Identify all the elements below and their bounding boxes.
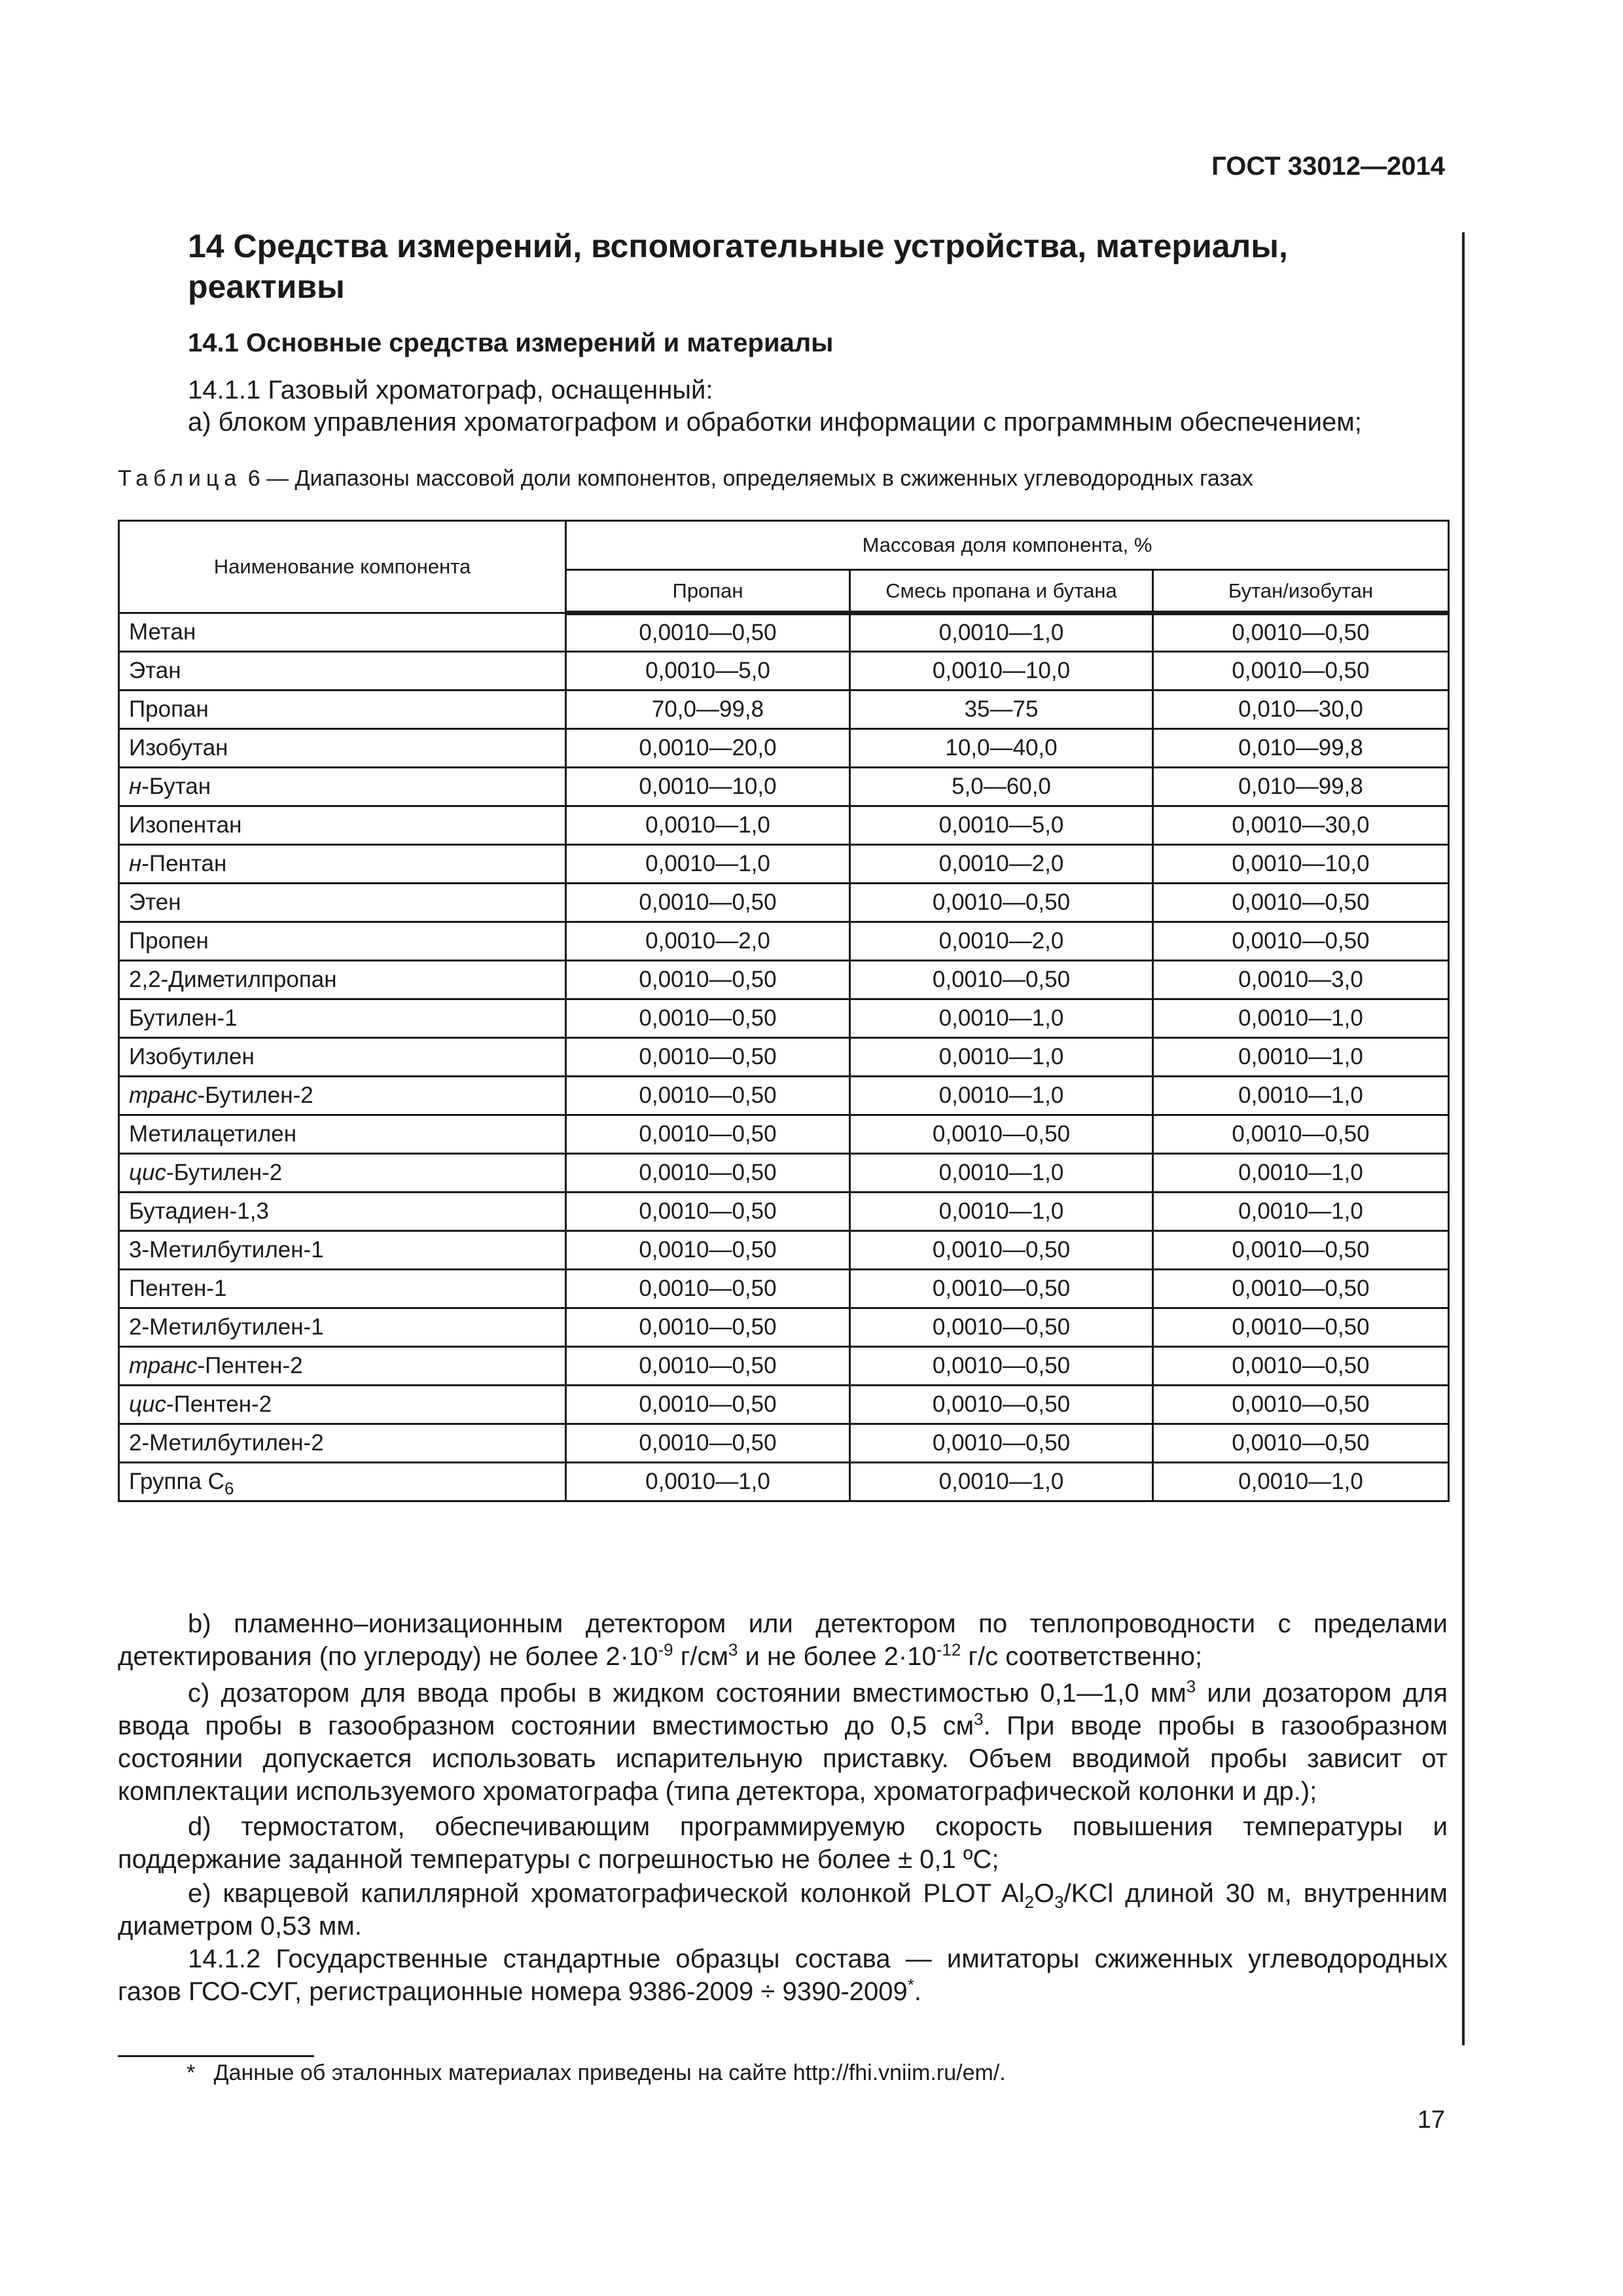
value-cell-butane: 0,0010—10,0 [1153, 845, 1449, 884]
value-cell-propane: 0,0010—10,0 [566, 768, 850, 806]
value-cell-propane: 0,0010—0,50 [566, 1231, 850, 1270]
value-cell-butane: 0,0010—0,50 [1153, 922, 1449, 961]
component-name-cell: н-Пентан [119, 845, 566, 884]
table-caption [118, 466, 1253, 492]
table-row [119, 1231, 1449, 1270]
component-name-cell: Группа $C_6$ [119, 1463, 566, 1501]
value-cell-mix: 0,0010—0,50 [850, 1386, 1153, 1424]
margin-change-bar [1462, 232, 1465, 2045]
value-cell-propane: 0,0010—0,50 [566, 1115, 850, 1154]
value-cell-propane: 0,0010—0,50 [566, 961, 850, 999]
item-b: b) пламенно–ионизационным детектором или детектором по теплопроводности с пределами детектирования (по углероду) не более $2\cdot 10^{-9}$ $г/см^3$ и не более $2\cdot 10^{-12}$ г/с соответственно; [118, 1609, 1448, 1671]
table-row [119, 1115, 1449, 1154]
value-cell-propane: 70,0—99,8 [566, 691, 850, 729]
component-name-cell: Изопентан [119, 806, 566, 845]
value-cell-mix: 0,0010—0,50 [850, 1347, 1153, 1386]
table-caption-prefix: Таблица [118, 466, 242, 491]
value-cell-butane: 0,0010—1,0 [1153, 1038, 1449, 1077]
value-cell-butane: 0,010—99,8 [1153, 768, 1449, 806]
value-cell-mix: 0,0010—1,0 [850, 613, 1153, 652]
table-row [119, 922, 1449, 961]
table-body [119, 613, 1449, 1501]
header-component-name: Наименование компонента [119, 521, 566, 613]
value-cell-butane: 0,0010—0,50 [1153, 613, 1449, 652]
table-row [119, 652, 1449, 691]
component-name-cell: Изобутан [119, 729, 566, 768]
page-number: 17 [1417, 2106, 1445, 2134]
component-name-cell: 2,2-Диметилпропан [119, 961, 566, 999]
value-cell-propane: 0,0010—0,50 [566, 1386, 850, 1424]
component-name-cell: транс-Бутилен-2 [119, 1077, 566, 1115]
value-cell-propane: 0,0010—0,50 [566, 1270, 850, 1308]
value-cell-mix: 0,0010—2,0 [850, 922, 1153, 961]
value-cell-mix: 0,0010—0,50 [850, 884, 1153, 922]
value-cell-butane: 0,010—99,8 [1153, 729, 1449, 768]
value-cell-propane: 0,0010—5,0 [566, 652, 850, 691]
value-cell-mix: 0,0010—1,0 [850, 1038, 1153, 1077]
component-range-table [118, 520, 1450, 1502]
value-cell-mix: 0,0010—1,0 [850, 1193, 1153, 1231]
component-name-cell: 2-Метилбутилен-2 [119, 1424, 566, 1463]
value-cell-butane: 0,0010—0,50 [1153, 1115, 1449, 1154]
value-cell-propane: 0,0010—0,50 [566, 1347, 850, 1386]
value-cell-mix: 10,0—40,0 [850, 729, 1153, 768]
header-butane-isobutane: Бутан/изобутан [1153, 570, 1449, 613]
value-cell-mix: 0,0010—2,0 [850, 845, 1153, 884]
value-cell-propane: 0,0010—0,50 [566, 999, 850, 1038]
value-cell-mix: 0,0010—0,50 [850, 1115, 1153, 1154]
item-e: e) кварцевой капиллярной хроматографической колонкой PLOT $Al_2O_3$/KCl длиной 30 м, внутренним диаметром 0,53 мм. [118, 1879, 1448, 1941]
value-cell-mix: 0,0010—5,0 [850, 806, 1153, 845]
value-cell-propane: 0,0010—0,50 [566, 1308, 850, 1347]
component-name-cell: 3-Метилбутилен-1 [119, 1231, 566, 1270]
component-name-cell: Этен [119, 884, 566, 922]
table-row [119, 806, 1449, 845]
component-name-cell: н-Бутан [119, 768, 566, 806]
table-caption-text: 6 — Диапазоны массовой доли компонентов, определяемых в сжиженных углеводородных газах [241, 466, 1253, 491]
table-row [119, 884, 1449, 922]
table-row [119, 1463, 1449, 1501]
value-cell-mix: 0,0010—0,50 [850, 1424, 1153, 1463]
value-cell-mix: 0,0010—1,0 [850, 1463, 1153, 1501]
value-cell-propane: 0,0010—1,0 [566, 806, 850, 845]
value-cell-butane: 0,0010—0,50 [1153, 1347, 1449, 1386]
value-cell-butane: 0,0010—0,50 [1153, 1270, 1449, 1308]
table-row [119, 729, 1449, 768]
value-cell-propane: 0,0010—1,0 [566, 845, 850, 884]
footnote-mark: * [187, 2060, 196, 2085]
footnote-text: Данные об эталонных материалах приведены на сайте http://fhi.vniim.ru/em/. [213, 2060, 1006, 2085]
paragraph-14-1-2: 14.1.2 Государственные стандартные образцы состава — имитаторы сжиженных углеводородных газов ГСО-СУГ, регистрационные номера 9386-2009 ÷ 9390-2009*. [118, 1945, 1448, 2006]
table-row [119, 1386, 1449, 1424]
subsection-title: 14.1 Основные средства измерений и материалы [188, 329, 834, 357]
value-cell-propane: 0,0010—0,50 [566, 884, 850, 922]
value-cell-propane: 0,0010—0,50 [566, 1424, 850, 1463]
value-cell-mix: 0,0010—1,0 [850, 1154, 1153, 1193]
value-cell-butane: 0,010—30,0 [1153, 691, 1449, 729]
table-row [119, 1038, 1449, 1077]
value-cell-butane: 0,0010—1,0 [1153, 1077, 1449, 1115]
value-cell-mix: 0,0010—0,50 [850, 961, 1153, 999]
component-name-cell: цис-Пентен-2 [119, 1386, 566, 1424]
component-name-cell: Этан [119, 652, 566, 691]
document-code: ГОСТ 33012—2014 [1211, 152, 1445, 181]
component-name-cell: цис-Бутилен-2 [119, 1154, 566, 1193]
value-cell-propane: 0,0010—0,50 [566, 1077, 850, 1115]
item-c: c) дозатором для ввода пробы в жидком состоянии вместимостью 0,1—1,0 $мм^3$ или дозатором для ввода пробы в газообразном состоянии вместимостью до 0,5 $см^3$. При вводе пробы в газообразном состоянии допускается использовать испарительную приставку. Объем вводимой пробы зависит от комплектации используемого хроматографа (типа детектора, хроматографической колонки и др.); [118, 1676, 1448, 1806]
value-cell-propane: 0,0010—20,0 [566, 729, 850, 768]
table-row [119, 613, 1449, 652]
value-cell-mix: 5,0—60,0 [850, 768, 1153, 806]
table-row [119, 999, 1449, 1038]
paragraph-14-1-1: 14.1.1 Газовый хроматограф, оснащенный: [188, 376, 713, 404]
table-row [119, 1308, 1449, 1347]
table-row [119, 1424, 1449, 1463]
value-cell-butane: 0,0010—0,50 [1153, 1308, 1449, 1347]
component-name-cell: Метилацетилен [119, 1115, 566, 1154]
value-cell-mix: 0,0010—10,0 [850, 652, 1153, 691]
value-cell-butane: 0,0010—3,0 [1153, 961, 1449, 999]
section-title: 14 Средства измерений, вспомогательные устройства, материалы, реактивы [188, 228, 1288, 305]
value-cell-propane: 0,0010—0,50 [566, 613, 850, 652]
value-cell-propane: 0,0010—1,0 [566, 1463, 850, 1501]
header-mass-fraction: Массовая доля компонента, % [566, 521, 1449, 570]
table-row [119, 1077, 1449, 1115]
value-cell-propane: 0,0010—0,50 [566, 1038, 850, 1077]
component-name-cell: Бутилен-1 [119, 999, 566, 1038]
table-row [119, 1154, 1449, 1193]
value-cell-butane: 0,0010—0,50 [1153, 1424, 1449, 1463]
table-row [119, 1193, 1449, 1231]
value-cell-mix: 0,0010—0,50 [850, 1308, 1153, 1347]
value-cell-propane: 0,0010—0,50 [566, 1193, 850, 1231]
table-row [119, 768, 1449, 806]
component-name-cell: Пропан [119, 691, 566, 729]
table-row [119, 961, 1449, 999]
header-propane-butane-mix: Смесь пропана и бутана [850, 570, 1153, 613]
component-name-cell: 2-Метилбутилен-1 [119, 1308, 566, 1347]
value-cell-butane: 0,0010—0,50 [1153, 884, 1449, 922]
table-row [119, 1270, 1449, 1308]
component-name-cell: Метан [119, 613, 566, 652]
component-name-cell: Пропен [119, 922, 566, 961]
value-cell-mix: 0,0010—1,0 [850, 1077, 1153, 1115]
table-row [119, 1347, 1449, 1386]
header-propane: Пропан [566, 570, 850, 613]
component-name-cell: Бутадиен-1,3 [119, 1193, 566, 1231]
table-row [119, 691, 1449, 729]
value-cell-butane: 0,0010—30,0 [1153, 806, 1449, 845]
component-name-cell: Пентен-1 [119, 1270, 566, 1308]
value-cell-mix: 0,0010—1,0 [850, 999, 1153, 1038]
footnote [187, 2060, 1006, 2086]
value-cell-propane: 0,0010—0,50 [566, 1154, 850, 1193]
value-cell-butane: 0,0010—1,0 [1153, 1193, 1449, 1231]
value-cell-mix: 0,0010—0,50 [850, 1231, 1153, 1270]
value-cell-butane: 0,0010—1,0 [1153, 1154, 1449, 1193]
value-cell-butane: 0,0010—1,0 [1153, 999, 1449, 1038]
component-name-cell: Изобутилен [119, 1038, 566, 1077]
value-cell-mix: 35—75 [850, 691, 1153, 729]
value-cell-butane: 0,0010—0,50 [1153, 1231, 1449, 1270]
value-cell-butane: 0,0010—1,0 [1153, 1463, 1449, 1501]
value-cell-propane: 0,0010—2,0 [566, 922, 850, 961]
value-cell-butane: 0,0010—0,50 [1153, 1386, 1449, 1424]
item-a: а) блоком управления хроматографом и обработки информации с программным обеспечением; [188, 408, 1362, 437]
value-cell-butane: 0,0010—0,50 [1153, 652, 1449, 691]
table-row [119, 845, 1449, 884]
value-cell-mix: 0,0010—0,50 [850, 1270, 1153, 1308]
footnote-separator [118, 2055, 314, 2057]
component-name-cell: транс-Пентен-2 [119, 1347, 566, 1386]
item-d: d) термостатом, обеспечивающим программируемую скорость повышения температуры и поддержание заданной температуры с погрешностью не более ± 0,1 ºС; [118, 1812, 1448, 1874]
